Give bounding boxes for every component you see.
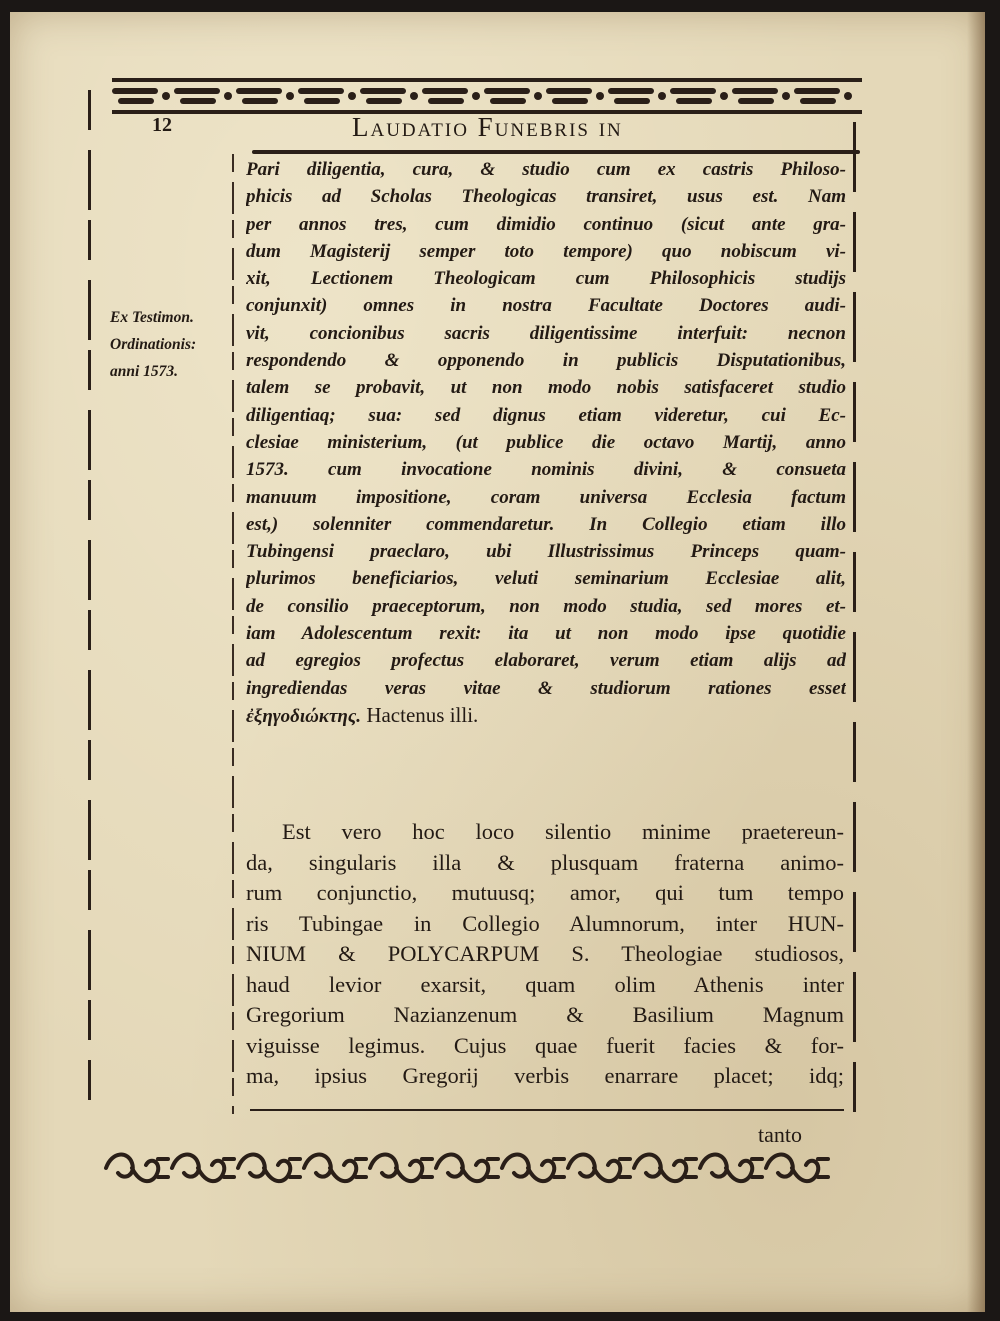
text-line: rum conjunctio, mutuusq; amor, qui tum tempo (246, 880, 844, 905)
text-line: haud levior exarsit, quam olim Athenis inter (246, 971, 844, 997)
greek-line (246, 702, 846, 729)
margin-note (110, 304, 240, 385)
right-border-rule (853, 122, 856, 1112)
text-line: ma, ipsius Gregorij verbis enarrare placet; idq; (246, 1063, 844, 1088)
top-ornament-band (112, 76, 862, 116)
margin-column-rule (232, 154, 234, 1114)
text-line: NIUM & POLYCARPUM S. Theologiae studiosos, (246, 941, 844, 966)
text-line: ris Tubingae in Collegio Alumnorum, inter HUN- (246, 910, 844, 936)
text-line: xit, Lectionem Theologicam cum Philosophicis studijs (246, 268, 846, 290)
text-line: per annos tres, cum dimidio continuo (sicut ante gra- (246, 213, 846, 235)
text-line: clesiae ministerium, (ut publice die octavo Martij, anno (246, 431, 846, 453)
running-title: Laudatio Funebris in (352, 112, 623, 142)
roman-paragraph (246, 817, 844, 1092)
text-line: plurimos beneficiarios, veluti seminarium Ecclesiae alit, (246, 568, 846, 590)
text-line: da, singularis illa & plusquam fraterna animo- (246, 849, 844, 875)
text-line: ingrediendas veras vitae & studiorum rationes esset (246, 677, 846, 699)
text-line: de consilio praeceptorum, non modo studia, sed mores et- (246, 595, 846, 617)
text-line: Pari diligentia, cura, & studio cum ex castris Philoso- (246, 159, 846, 180)
bottom-ornament-band (102, 1145, 842, 1191)
header-rule (252, 150, 860, 154)
text-line: vit, concionibus sacris diligentissime interfuit: necnon (246, 322, 846, 344)
text-line: iam Adolescentum rexit: ita ut non modo ipse quotidie (246, 623, 846, 645)
running-head (152, 112, 862, 148)
margin-note-line: anni 1573. (110, 363, 179, 380)
text-line: viguisse legimus. Cujus quae fuerit facies & for- (246, 1032, 844, 1058)
left-border-rule (88, 90, 91, 1100)
bottom-rule (250, 1109, 844, 1111)
text-line: respondendo & opponendo in publicis Disputationibus, (246, 350, 846, 372)
text-line: manuum impositione, coram universa Ecclesia factum (246, 486, 846, 508)
margin-note-line: Ordinationis: (110, 336, 197, 353)
text-line: conjunxit) omnes in nostra Facultate Doctores audi- (246, 295, 846, 317)
greek-word: ἐξηγοδιώκτης. (246, 705, 362, 727)
text-line: Gregorium Nazianzenum & Basilium Magnum (246, 1002, 844, 1027)
catchword: tanto (758, 1122, 802, 1147)
italic-quotation (246, 156, 846, 729)
text-line: talem se probavit, ut non modo nobis satisfaceret studio (246, 377, 846, 399)
text-line: phicis ad Scholas Theologicas transiret, usus est. Nam (246, 186, 846, 208)
text-line: Est vero hoc loco silentio minime praetereun- (282, 819, 844, 844)
text-line: dum Magisterij semper toto tempore) quo nobiscum vi- (246, 240, 846, 262)
page-gutter-shadow (967, 12, 985, 1312)
text-line: 1573. cum invocatione nominis divini, & consueta (246, 459, 846, 481)
closing-phrase: Hactenus illi. (361, 702, 479, 727)
text-line: diligentiaq; sua: sed dignus etiam videretur, cui Ec- (246, 404, 846, 426)
text-line: ad egregios profectus elaboraret, verum etiam alijs ad (246, 650, 846, 672)
text-line: Tubingensi praeclaro, ubi Illustrissimus Princeps quam- (246, 541, 846, 563)
text-line: est,) solenniter commendaretur. In Collegio etiam illo (246, 513, 846, 535)
book-page (10, 12, 985, 1312)
margin-note-line: Ex Testimon. (110, 309, 194, 326)
page-number: 12 (152, 114, 172, 136)
